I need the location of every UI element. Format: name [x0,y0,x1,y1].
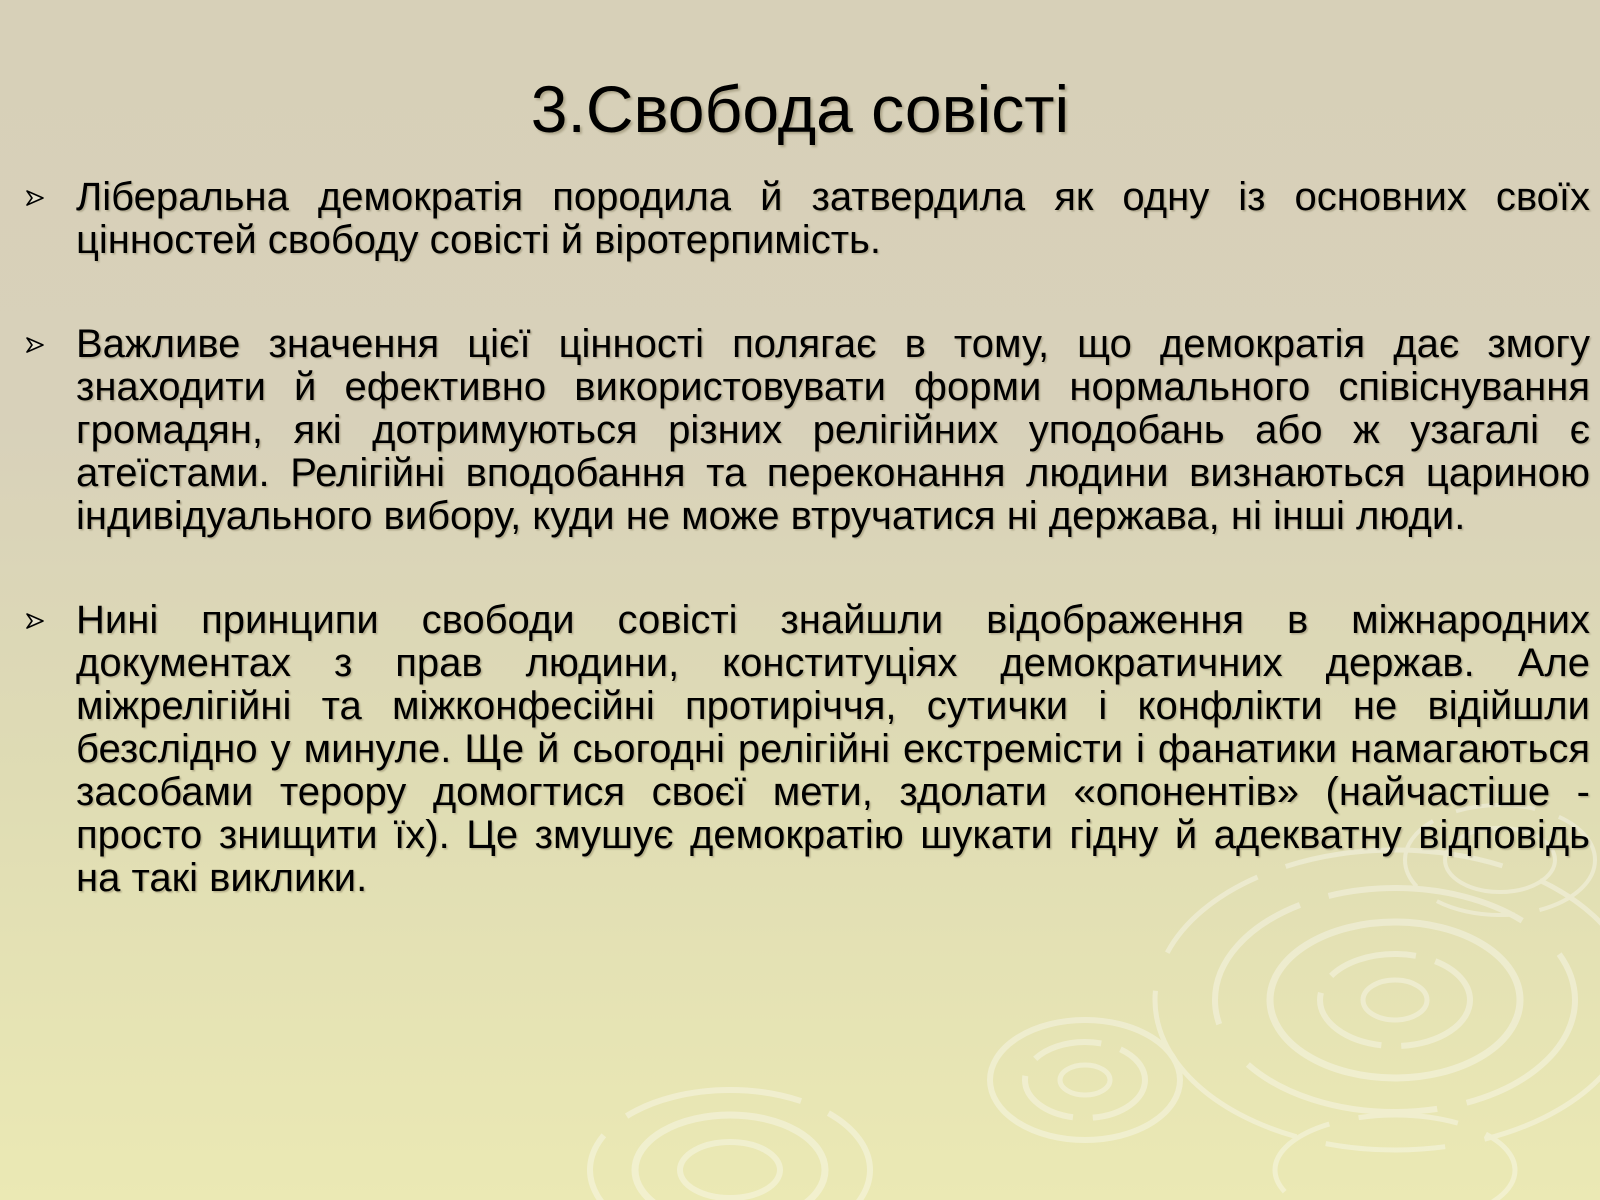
arrowhead-bullet-icon [24,336,46,354]
bullet-text: Ліберальна демократія породила й затвердила як одну із основних своїх цінностей свободу совісті й віротерпимість. [76,175,1590,262]
bullet-item [20,599,1590,900]
slide-title: 3.Свобода совісті [530,72,1070,146]
bullet-list [20,176,1590,900]
arrowhead-bullet-icon [24,612,46,630]
bullet-item [20,176,1590,262]
bullet-text: Важливе значення цієї цінності полягає в тому, що демократія дає змогу знаходити й ефективно використовувати форми нормального співіснування громадян, які дотримуються різних релігійних уподобань або ж узагалі є атеїстами. Релігійні вподобання та переконання людини визнаються цариною індивідуального вибору, куди не може втручатися ні держава, ні інші люди. [76,322,1590,538]
bullet-text: Нині принципи свободи совісті знайшли відображення в міжнародних документах з прав людини, конституціях демократичних держав. Але міжрелігійні та міжконфесійні протиріччя, сутички і конфлікти не відійшли безслідно у минуле. Ще й сьогодні релігійні екстремісти і фанатики намагаються засобами терору домогтися своєї мети, здолати «опонентів» (найчастіше - просто знищити їх). Це змушує демократію шукати гідну й адекватну відповідь на такі виклики. [76,598,1590,900]
arrowhead-bullet-icon [24,189,46,207]
bullet-item [20,323,1590,538]
